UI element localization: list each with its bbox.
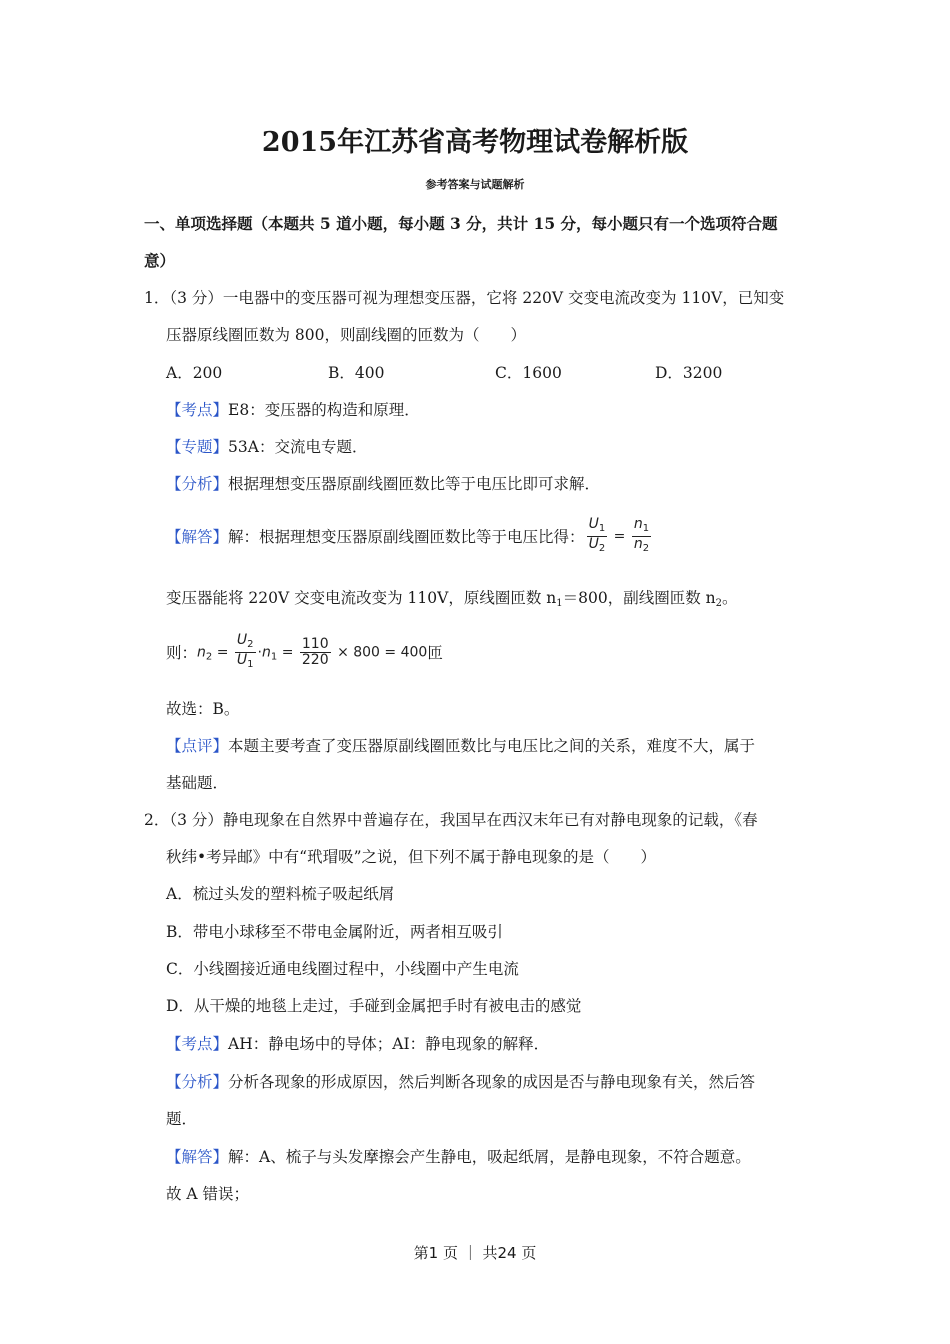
page-subtitle: 参考答案与试题解析 [425,178,525,191]
q1-fenxi-text: 根据理想变压器原副线圈匝数比等于电压比即可求解． [228,475,601,493]
kaodian-tag: 考点 [181,401,213,419]
q1-answer: 故选：B。 [166,700,240,718]
q1-dianping-cont: 基础题． [166,774,229,792]
q1-dianping: 【点评】本题主要考查了变压器原副线圈匝数比与电压比之间的关系，难度不大，属于 [166,737,756,755]
q1-jieda: 【解答】 解：根据理想变压器原副线圈匝数比等于电压比得： $\frac{U_1}{U_2}$ = $\frac{n_1}{n_2}$ [166,516,653,556]
dianping-tag: 点评 [181,737,213,755]
q1-kaodian: 【考点】E8：变压器的构造和原理． [166,401,420,419]
fenxi-tag: 分析 [181,475,213,493]
q2-option-b: B．带电小球移至不带电金属附近，两者相互吸引 [166,923,503,941]
q2-option-d: D．从干燥的地毯上走过，手碰到金属把手时有被电击的感觉 [166,997,582,1015]
kaodian-tag: 考点 [181,1035,213,1053]
q2-jieda: 【解答】解：A、梳子与头发摩擦会产生静电，吸起纸屑，是静电现象，不符合题意。 [166,1148,751,1166]
q2-fenxi: 【分析】分析各现象的形成原因，然后判断各现象的成因是否与静电现象有关，然后答 [166,1073,756,1091]
q1-stem-cont: 压器原线圈匝数为 800，则副线圈的匝数为（ ） [166,326,527,344]
q1-option-d: D．3200 [655,364,723,382]
q2-jieda-cont: 故 A 错误； [166,1185,250,1203]
jieda-tag: 解答 [181,1148,213,1166]
q1-fenxi: 【分析】根据理想变压器原副线圈匝数比等于电压比即可求解． [166,475,601,493]
page-footer: 第1 页 ｜ 共24 页 [413,1244,537,1262]
section-heading-cont: 意） [144,251,176,270]
q2-jieda-text: 解：A、梳子与头发摩擦会产生静电，吸起纸屑，是静电现象，不符合题意。 [228,1148,751,1166]
q1-option-c: C．1600 [495,364,562,382]
fenxi-tag: 分析 [181,1073,213,1091]
q1-ze-label: 则： [166,644,198,662]
q2-option-a: A．梳过头发的塑料梳子吸起纸屑 [166,885,395,903]
q1-jieda-text: 解：根据理想变压器原副线圈匝数比等于电压比得： [228,528,585,546]
q2-stem: 2．（3 分）静电现象在自然界中普遍存在，我国早在西汉末年已有对静电现象的记载，《春 [144,811,758,829]
q1-kaodian-text: E8：变压器的构造和原理． [228,401,420,419]
q2-kaodian-text: AH：静电场中的导体；AI：静电现象的解释． [228,1035,550,1053]
q1-dianping-text: 本题主要考查了变压器原副线圈匝数比与电压比之间的关系，难度不大，属于 [228,737,756,755]
q2-kaodian: 【考点】AH：静电场中的导体；AI：静电现象的解释． [166,1035,550,1053]
q1-unit: 匝 [427,644,443,662]
q2-stem-cont: 秋纬•考异邮》中有“玳瑁吸”之说，但下列不属于静电现象的是（ ） [166,848,656,866]
q1-stem: 1．（3 分）一电器中的变压器可视为理想变压器，它将 220V 交变电流改变为 110V，已知变 [144,289,785,307]
q1-turns-line: 变压器能将 220V 交变电流改变为 110V，原线圈匝数 $n_1=800$，副线圈匝数 $n_2$。 [166,589,738,609]
q2-fenxi-text: 分析各现象的形成原因，然后判断各现象的成因是否与静电现象有关，然后答 [228,1073,756,1091]
q1-option-b: B．400 [328,364,385,382]
q1-zhuanti-text: 53A：交流电专题． [228,438,368,456]
q2-option-c: C．小线圈接近通电线圈过程中，小线圈中产生电流 [166,960,519,978]
equation-calc: $n_2$ = $\frac{U_2}{U_1}$ $\cdot n_1$ = $\frac{110}{220}$ × 800 = 400 [197,631,428,670]
equation-ratio: $\frac{U_1}{U_2}$ = $\frac{n_1}{n_2}$ [588,515,650,554]
q2-fenxi-cont: 题． [166,1110,198,1128]
zhuanti-tag: 专题 [181,438,213,456]
jieda-tag: 解答 [181,528,213,546]
section-heading: 一、单项选择题（本题共 5 道小题，每小题 3 分，共计 15 分，每小题只有一个选项符合题 [144,214,778,233]
q1-calc-line [166,632,443,672]
page-title: 2015年江苏省高考物理试卷解析版 [261,127,689,158]
q1-zhuanti: 【专题】53A：交流电专题． [166,438,368,456]
q1-option-a: A．200 [166,364,223,382]
